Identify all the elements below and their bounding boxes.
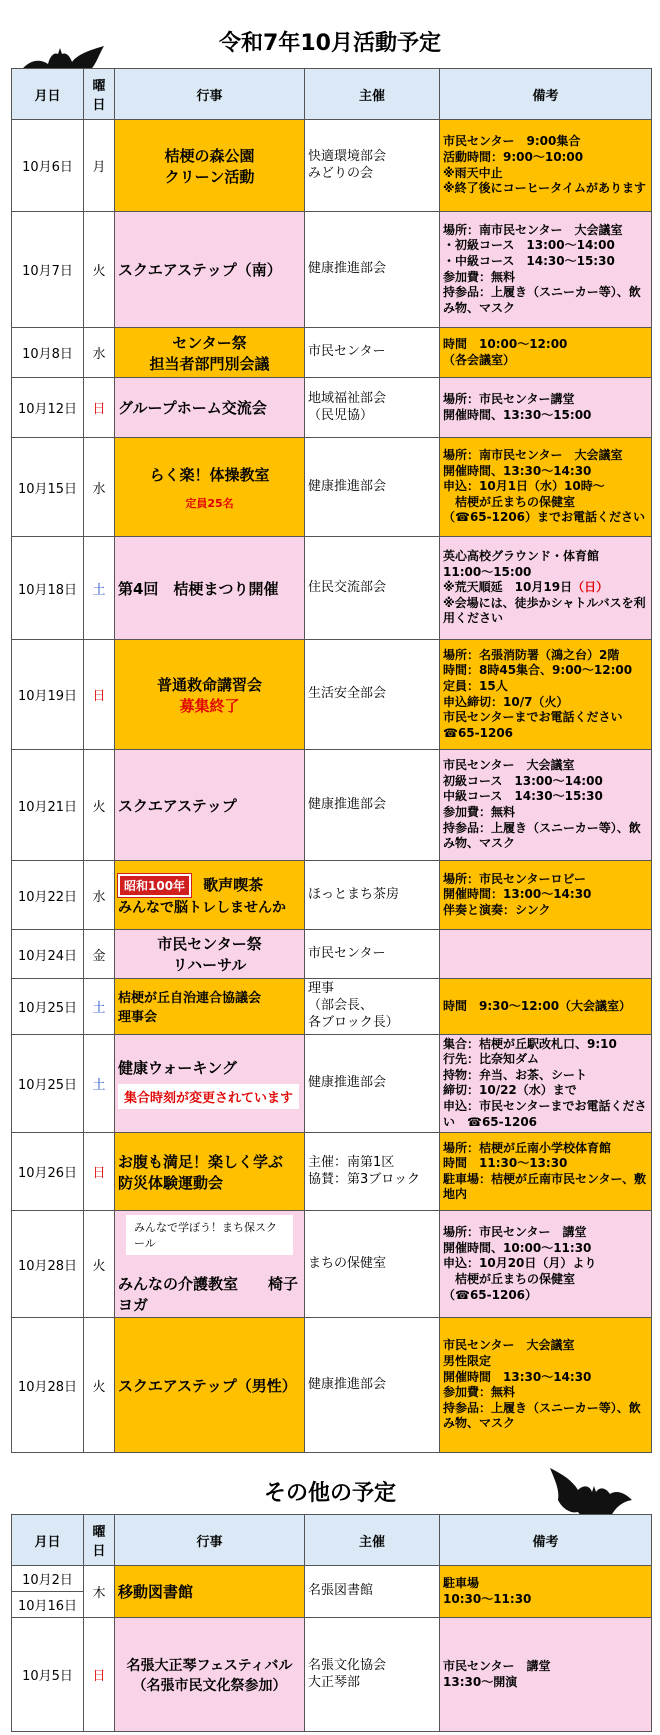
host-line: 各ブロック長） xyxy=(308,1014,399,1030)
row-day: 土 xyxy=(84,979,115,1035)
row-note xyxy=(440,378,652,438)
note-line: 行先：比奈知ダム xyxy=(443,1052,540,1067)
note-line: ・中級コース 14:30～15:30 xyxy=(443,253,615,268)
showa-badge: 昭和100年 xyxy=(118,874,191,897)
note-line: 持参品：上履き（スニーカー等）、飲み物、マスク xyxy=(443,1400,641,1431)
row-host xyxy=(305,537,440,640)
row-note xyxy=(440,861,652,930)
col-date: 月日 xyxy=(12,69,84,120)
note-line: 開催時間：13:00～14:30 xyxy=(443,887,592,902)
row-note xyxy=(440,537,652,640)
host-line: 健康推進部会 xyxy=(308,796,387,812)
note-line: 初級コース 13:00～14:00 xyxy=(443,773,603,788)
note-line: 定員：15人 xyxy=(443,678,508,693)
event-line: スクエアステップ（男性） xyxy=(118,1376,297,1395)
row-day: 水 xyxy=(84,438,115,537)
host-line: みどりの会 xyxy=(308,165,374,181)
row-event xyxy=(115,1211,305,1318)
row-date: 10月25日 xyxy=(12,1034,84,1133)
row-note xyxy=(440,750,652,861)
row-event xyxy=(115,537,305,640)
row-date: 10月6日 xyxy=(12,120,84,212)
row-event xyxy=(115,212,305,328)
row-event xyxy=(115,930,305,979)
note-line: 場所：名張消防署（鴻之台）2階 xyxy=(443,647,620,662)
row-date: 10月28日 xyxy=(12,1318,84,1453)
note-line xyxy=(443,580,648,596)
table-row xyxy=(12,1034,652,1133)
row-event xyxy=(115,640,305,750)
note-line: 13:30～開演 xyxy=(443,1674,518,1689)
row-day: 土 xyxy=(84,1034,115,1133)
note-line: 参加費：無料 xyxy=(443,1385,516,1400)
row-event xyxy=(115,1133,305,1211)
row-note xyxy=(440,328,652,378)
col-day: 曜日 xyxy=(84,1515,115,1566)
table-row xyxy=(12,1618,652,1732)
time-change-banner: 集合時刻が変更されています xyxy=(118,1084,299,1109)
host-line: 健康推進部会 xyxy=(308,1075,387,1090)
note-line: （☎65-1206）までお電話ください xyxy=(443,510,646,525)
event-line: スクエアステップ xyxy=(118,796,237,815)
note-line: 持物：弁当、お茶、シート xyxy=(443,1067,588,1082)
row-day: 日 xyxy=(84,1133,115,1211)
row-day: 水 xyxy=(84,328,115,378)
row-note xyxy=(440,640,652,750)
row-host xyxy=(305,328,440,378)
row-date: 10月2日 xyxy=(12,1566,84,1592)
row-event xyxy=(115,861,305,930)
host-line: 協賛：第3ブロック xyxy=(308,1171,421,1187)
row-day: 火 xyxy=(84,750,115,861)
table-row xyxy=(12,1133,652,1211)
row-date: 10月18日 xyxy=(12,537,84,640)
note-line: 場所：南市民センター 大会議室 xyxy=(443,448,623,463)
host-line: 主催：南第1区 xyxy=(308,1154,395,1170)
row-date: 10月5日 xyxy=(12,1618,84,1732)
row-date: 10月24日 xyxy=(12,930,84,979)
host-line: 市民センター xyxy=(308,945,386,961)
note-line: 時間 10:00～12:00 xyxy=(443,336,568,351)
table-row xyxy=(12,212,652,328)
row-day: 火 xyxy=(84,212,115,328)
col-host: 主催 xyxy=(305,1515,440,1566)
note-line: ※終了後にコーヒータイムがあります xyxy=(443,181,646,196)
event-line: 担当者部門別会議 xyxy=(149,354,270,373)
host-line: （部会長、 xyxy=(308,997,374,1013)
row-day: 土 xyxy=(84,537,115,640)
note-line: ・初級コース 13:00～14:00 xyxy=(443,238,615,253)
note-line: 開催時間、13:30～15:00 xyxy=(443,407,592,422)
row-host: 名張図書館 xyxy=(305,1566,440,1618)
row-day: 金 xyxy=(84,930,115,979)
row-day: 木 xyxy=(84,1566,115,1618)
event-line: 第4回 桔梗まつり開催 xyxy=(118,579,279,598)
event-line: 桔梗が丘自治連合協議会 xyxy=(118,991,262,1007)
note-line: 10:30～11:30 xyxy=(443,1591,532,1606)
row-day: 日 xyxy=(84,378,115,438)
host-line: ほっとまち茶房 xyxy=(308,886,400,902)
row-date: 10月7日 xyxy=(12,212,84,328)
note-line: 集合：桔梗が丘駅改札口、9:10 xyxy=(443,1036,617,1051)
table-header xyxy=(12,1515,652,1566)
note-line: 申込：10月20日（月）より xyxy=(443,1256,597,1271)
note-line: 持参品：上履き（スニーカー等）、飲み物、マスク xyxy=(443,820,641,851)
note-line: ※雨天中止 xyxy=(443,165,503,180)
host-line: 大正琴部 xyxy=(308,1674,361,1690)
event-line xyxy=(118,874,301,897)
note-line: 申込：10月1日（水）10時～ xyxy=(443,479,605,494)
row-host xyxy=(305,979,440,1035)
school-pill: みんなで学ぼう！まち保スクール xyxy=(126,1215,293,1255)
note-line: 締切：10/22（水）まで xyxy=(443,1083,577,1098)
row-event xyxy=(115,750,305,861)
row-event: 移動図書館 xyxy=(115,1566,305,1618)
row-note xyxy=(440,979,652,1035)
note-line: 時間：8時45集合、9:00～12:00 xyxy=(443,663,633,678)
col-event: 行事 xyxy=(115,1515,305,1566)
note-line: 市民センター 講堂 xyxy=(443,1658,551,1673)
row-host xyxy=(305,438,440,537)
note-line: 申込：市民センターまでお電話ください ☎65-1206 xyxy=(443,1099,647,1129)
note-line: 場所：市民センターロビー xyxy=(443,871,587,886)
note-line: 伴奏と演奏：シンク xyxy=(443,902,551,917)
note-line: 持参品：上履き（スニーカー等）、飲み物、マスク xyxy=(443,285,641,315)
row-host xyxy=(305,212,440,328)
table-row xyxy=(12,328,652,378)
col-day: 曜日 xyxy=(84,69,115,120)
event-line: センター祭 xyxy=(172,333,247,352)
host-line: 健康推進部会 xyxy=(308,261,387,277)
table-row xyxy=(12,378,652,438)
host-line: 快適環境部会 xyxy=(308,148,387,164)
row-note xyxy=(440,212,652,328)
host-line: 市民センター xyxy=(308,344,386,360)
note-red-text: （日） xyxy=(572,580,609,595)
row-day: 水 xyxy=(84,861,115,930)
col-date: 月日 xyxy=(12,1515,84,1566)
row-date: 10月15日 xyxy=(12,438,84,537)
row-host xyxy=(305,750,440,861)
event-line: 名張大正琴フェスティバル xyxy=(126,1657,293,1674)
host-line: 生活安全部会 xyxy=(308,686,387,702)
row-note xyxy=(440,1034,652,1133)
note-line: 場所：市民センター 講堂 xyxy=(443,1225,587,1240)
table-row xyxy=(12,1566,652,1592)
row-event xyxy=(115,1318,305,1453)
event-line: 理事会 xyxy=(118,1010,158,1026)
row-date: 10月16日 xyxy=(12,1592,84,1618)
row-event xyxy=(115,120,305,212)
row-note xyxy=(440,438,652,537)
event-line: らく楽！体操教室 xyxy=(149,465,270,484)
row-host xyxy=(305,640,440,750)
other-schedule-title: その他の予定 xyxy=(263,1481,396,1506)
row-event xyxy=(115,328,305,378)
col-note: 備考 xyxy=(440,1515,652,1566)
table-row xyxy=(12,120,652,212)
note-line: 駐車場 xyxy=(443,1575,480,1590)
col-host: 主催 xyxy=(305,69,440,120)
row-host xyxy=(305,1034,440,1133)
note-line: 市民センター 大会議室 xyxy=(443,1338,575,1353)
event-line: （名張市民文化祭参加） xyxy=(132,1677,287,1694)
event-line: みんなで脳トレしませんか xyxy=(118,899,286,916)
table-row xyxy=(12,438,652,537)
row-host xyxy=(305,1318,440,1453)
event-line: お腹も満足！楽しく学ぶ xyxy=(118,1152,284,1171)
row-date: 10月12日 xyxy=(12,378,84,438)
row-day: 月 xyxy=(84,120,115,212)
host-line: （民児協） xyxy=(308,407,374,423)
event-line: 防災体験運動会 xyxy=(118,1173,224,1192)
note-line: 場所：桔梗が丘南小学校体育館 xyxy=(443,1140,612,1155)
table-header xyxy=(12,69,652,120)
host-line: 名張文化協会 xyxy=(308,1657,387,1673)
row-day: 火 xyxy=(84,1211,115,1318)
note-text: ※荒天順延 10月19日 xyxy=(443,580,573,595)
note-line: 11:00～15:00 xyxy=(443,564,532,579)
activity-table xyxy=(11,68,652,1453)
event-text: 歌声喫茶 xyxy=(203,875,264,894)
table-row xyxy=(12,930,652,979)
row-note xyxy=(440,1318,652,1453)
note-line: 場所：市民センター講堂 xyxy=(443,391,575,406)
row-host xyxy=(305,1133,440,1211)
host-line: まちの保健室 xyxy=(308,1255,387,1271)
col-event: 行事 xyxy=(115,69,305,120)
event-line: クリーン活動 xyxy=(164,167,255,186)
note-line: 時間 11:30～13:30 xyxy=(443,1156,568,1171)
table-row xyxy=(12,861,652,930)
note-line: 桔梗が丘まちの保健室 xyxy=(443,1272,576,1287)
row-event xyxy=(115,438,305,537)
row-note xyxy=(440,1211,652,1318)
table-row xyxy=(12,979,652,1035)
note-line: 桔梗が丘まちの保健室 xyxy=(443,494,576,509)
note-line: 駐車場：桔梗が丘南市民センター、敷地内 xyxy=(443,1171,647,1202)
event-line: 桔梗の森公園 xyxy=(164,146,255,165)
row-event xyxy=(115,378,305,438)
other-table xyxy=(11,1514,652,1732)
event-line: スクエアステップ（南） xyxy=(118,261,282,279)
host-line: 健康推進部会 xyxy=(308,478,387,494)
row-note xyxy=(440,120,652,212)
col-note: 備考 xyxy=(440,69,652,120)
note-line: 市民センター 大会議室 xyxy=(443,758,575,773)
note-line: ※会場には、徒歩かシャトルバスを利用ください xyxy=(443,595,646,626)
row-date: 10月8日 xyxy=(12,328,84,378)
note-line: 時間 9:30～12:00（大会議室） xyxy=(443,998,632,1013)
note-line: 市民センターまでお電話ください xyxy=(443,710,623,725)
table-row xyxy=(12,1211,652,1318)
note-line: 男性限定 xyxy=(443,1354,492,1369)
row-note xyxy=(440,1133,652,1211)
host-line: 理事 xyxy=(308,981,335,996)
row-day: 火 xyxy=(84,1318,115,1453)
event-line: 市民センター祭 xyxy=(157,935,262,953)
row-host xyxy=(305,930,440,979)
row-day: 日 xyxy=(84,1618,115,1732)
note-line: 参加費：無料 xyxy=(443,805,516,819)
row-date: 10月19日 xyxy=(12,640,84,750)
host-line: 地域福祉部会 xyxy=(308,390,387,406)
row-event xyxy=(115,1618,305,1732)
row-event xyxy=(115,1034,305,1133)
note-line: 開催時間、13:30～14:30 xyxy=(443,463,592,478)
row-day: 日 xyxy=(84,640,115,750)
row-event xyxy=(115,979,305,1035)
row-host xyxy=(305,1618,440,1732)
row-date: 10月26日 xyxy=(12,1133,84,1211)
table-row xyxy=(12,1318,652,1453)
row-date: 10月25日 xyxy=(12,979,84,1035)
table-row xyxy=(12,640,652,750)
host-line: 住民交流部会 xyxy=(308,579,387,595)
note-line: 市民センター 9:00集合 xyxy=(443,134,581,149)
row-host xyxy=(305,120,440,212)
row-host xyxy=(305,1211,440,1318)
note-line: 開催時間 13:30～14:30 xyxy=(443,1369,592,1384)
row-host xyxy=(305,861,440,930)
event-line: 普通救命講習会 xyxy=(156,675,262,694)
note-line: 活動時間：9:00～10:00 xyxy=(443,149,584,164)
table-row xyxy=(12,537,652,640)
note-line: 申込締切：10/7（火） xyxy=(443,694,569,709)
note-line: 開催時間、10:00～11:30 xyxy=(443,1240,592,1255)
row-note xyxy=(440,1618,652,1732)
row-host xyxy=(305,378,440,438)
note-line: 中級コース 14:30～15:30 xyxy=(443,789,603,804)
row-note xyxy=(440,1566,652,1618)
note-line: 英心高校グラウンド・体育館 xyxy=(443,549,600,564)
note-line: 場所：南市民センター 大会議室 xyxy=(443,222,623,237)
row-date: 10月22日 xyxy=(12,861,84,930)
row-note xyxy=(440,930,652,979)
row-date: 10月28日 xyxy=(12,1211,84,1318)
table-row xyxy=(12,750,652,861)
event-line: リハーサル xyxy=(172,956,247,974)
closed-label: 募集終了 xyxy=(179,696,240,715)
capacity-label: 定員25名 xyxy=(185,496,234,510)
note-line: （☎65-1206） xyxy=(443,1287,538,1302)
event-line: グループホーム交流会 xyxy=(118,399,267,417)
event-line: 健康ウォーキング xyxy=(118,1059,237,1078)
page-title: 令和7年10月活動予定 xyxy=(219,31,441,56)
note-line: ☎65-1206 xyxy=(443,725,514,740)
note-line: （各会議室） xyxy=(443,352,516,367)
host-line: 健康推進部会 xyxy=(308,1376,387,1392)
event-line: みんなの介護教室 椅子ヨガ xyxy=(118,1275,299,1315)
note-line: 参加費：無料 xyxy=(443,269,516,284)
row-date: 10月21日 xyxy=(12,750,84,861)
